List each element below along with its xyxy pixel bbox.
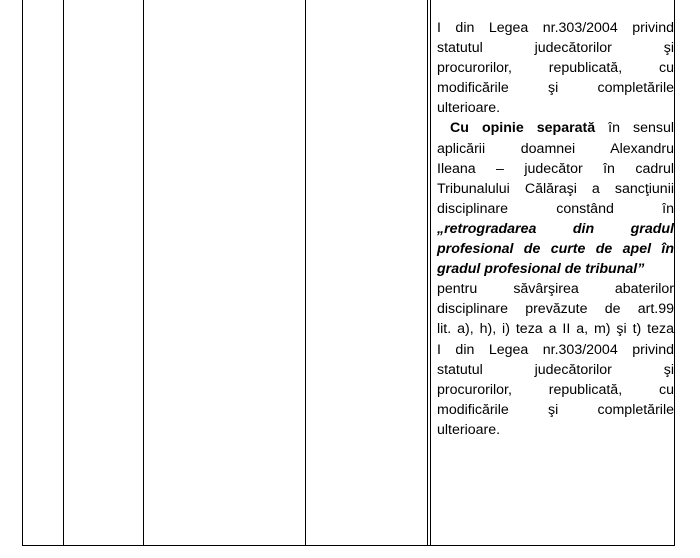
separate-opinion-label: Cu opinie separată: [450, 120, 596, 137]
text-line: procurorilor, republicată, cu: [437, 381, 674, 398]
paragraph-legal-reference: [437, 18, 674, 118]
text-line: Ileana – judecător în cadrul: [437, 160, 674, 177]
text-line: disciplinare constând în: [437, 200, 674, 217]
text-line: I din Legea nr.303/2004 privind: [437, 341, 674, 358]
column-divider-3: [305, 0, 306, 545]
decision-text-cell: [437, 18, 674, 440]
sanction-text-line: gradul profesional de tribunal”: [437, 261, 645, 278]
text-line: aplicării doamnei Alexandru: [437, 140, 674, 157]
text-line: statutul judecătorilor şi: [437, 40, 674, 57]
text-line: Tribunalului Călăraşi a sancţiunii: [437, 180, 674, 197]
paragraph-separate-opinion: [437, 118, 674, 440]
text-line: modificările şi completările: [437, 80, 674, 97]
text-fragment: în sensul: [595, 120, 675, 137]
text-line: statutul judecătorilor şi: [437, 361, 674, 378]
column-divider-1: [63, 0, 64, 545]
sanction-text-line: „retrogradarea din gradul: [437, 220, 674, 237]
column-divider-4: [427, 0, 431, 545]
text-line: [437, 118, 674, 138]
text-line: ulterioare.: [437, 100, 501, 117]
text-line: procurorilor, republicată, cu: [437, 60, 674, 77]
column-divider-2: [143, 0, 144, 545]
sanction-text-line: profesional de curte de apel în: [437, 241, 674, 258]
text-line: modificările şi completările: [437, 401, 674, 418]
text-line: pentru săvârşirea abaterilor: [437, 281, 674, 298]
text-line: disciplinare prevăzute de art.99: [437, 301, 674, 318]
text-line: ulterioare.: [437, 421, 501, 438]
text-line: lit. a), h), i) teza a II a, m) şi t) teza: [437, 321, 674, 338]
text-line: I din Legea nr.303/2004 privind: [437, 20, 674, 36]
